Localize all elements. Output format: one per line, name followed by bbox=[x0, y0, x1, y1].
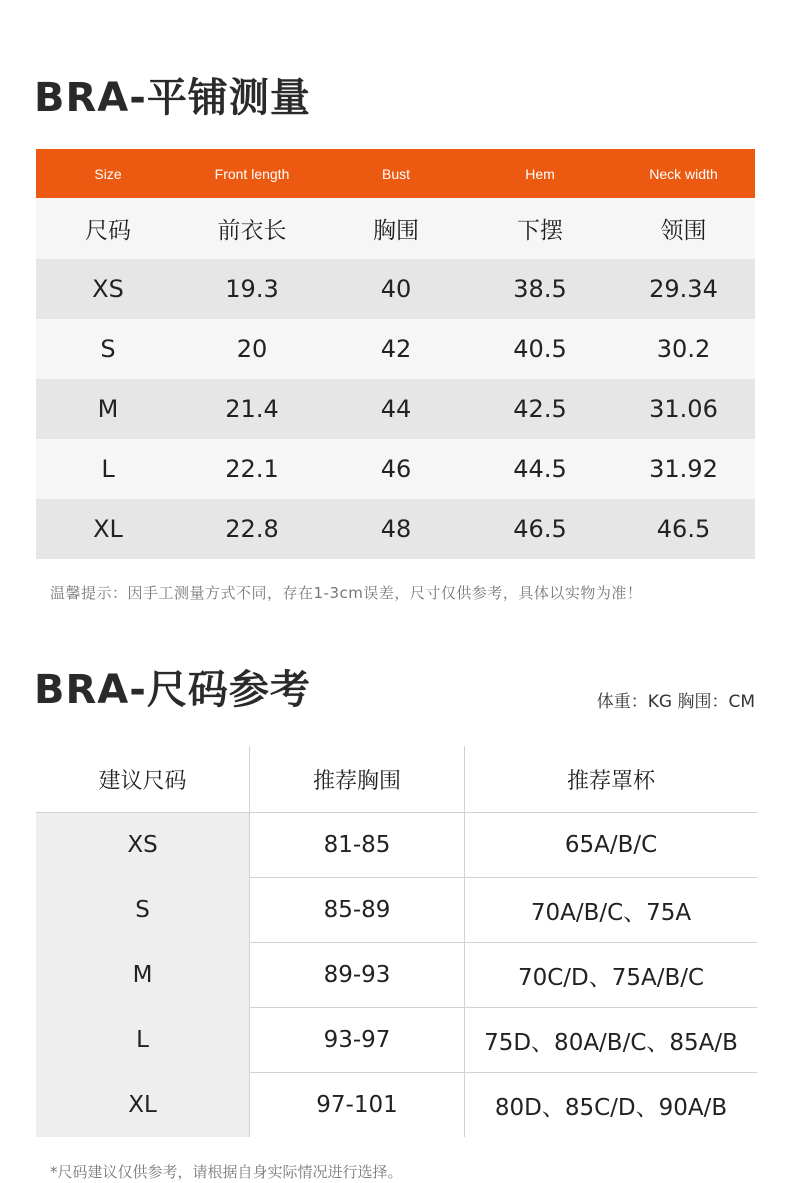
table-row bbox=[36, 379, 755, 439]
cup-cell: 80D、85C/D、90A/B bbox=[494, 1094, 728, 1121]
neck-width-cell: 46.5 bbox=[612, 499, 755, 559]
bust-cell: 40 bbox=[324, 259, 468, 319]
table-row bbox=[36, 813, 757, 878]
header-row bbox=[36, 746, 757, 813]
neck-width-cell: 31.06 bbox=[612, 379, 755, 439]
table-row bbox=[36, 319, 755, 379]
header-neck-width-en: Neck width bbox=[612, 149, 755, 198]
size-cell: M bbox=[36, 943, 250, 1008]
bust-range-cell: 97-101 bbox=[250, 1073, 465, 1138]
bust-range-cell: 81-85 bbox=[250, 813, 465, 878]
bust-cell: 44 bbox=[324, 379, 468, 439]
neck-width-cell: 29.34 bbox=[612, 259, 755, 319]
header-front-length-zh: 前衣长 bbox=[180, 198, 324, 259]
units-label: 体重：KG 胸围：CM bbox=[596, 692, 755, 712]
size-cell: L bbox=[36, 439, 180, 499]
size-cell: XL bbox=[36, 1073, 250, 1138]
header-recommended-bust: 推荐胸围 bbox=[250, 746, 465, 813]
bust-range-cell: 93-97 bbox=[250, 1008, 465, 1073]
hem-cell: 44.5 bbox=[468, 439, 612, 499]
neck-width-cell: 30.2 bbox=[612, 319, 755, 379]
front-length-cell: 19.3 bbox=[180, 259, 324, 319]
size-cell: M bbox=[36, 379, 180, 439]
header-front-length-en: Front length bbox=[180, 149, 324, 198]
header-neck-width-zh: 领围 bbox=[612, 198, 755, 259]
size-reference-title: BRA-尺码参考 bbox=[34, 667, 311, 713]
table-row bbox=[36, 439, 755, 499]
front-length-cell: 22.1 bbox=[180, 439, 324, 499]
header-row-zh bbox=[36, 198, 755, 259]
size-cell: L bbox=[36, 1008, 250, 1073]
cup-cell: 65A/B/C bbox=[465, 813, 758, 878]
header-suggested-size: 建议尺码 bbox=[36, 746, 250, 813]
front-length-cell: 22.8 bbox=[180, 499, 324, 559]
bust-range-cell: 89-93 bbox=[250, 943, 465, 1008]
size-cell: S bbox=[36, 319, 180, 379]
header-hem-zh: 下摆 bbox=[468, 198, 612, 259]
neck-width-cell: 31.92 bbox=[612, 439, 755, 499]
cup-cell: 75D、80A/B/C、85A/B bbox=[465, 1008, 758, 1073]
header-size-zh: 尺码 bbox=[36, 198, 180, 259]
bust-range-cell: 85-89 bbox=[250, 878, 465, 943]
header-bust-zh: 胸围 bbox=[324, 198, 468, 259]
size-cell: S bbox=[36, 878, 250, 943]
hem-cell: 38.5 bbox=[468, 259, 612, 319]
size-cell: XS bbox=[36, 259, 180, 319]
bust-cell: 46 bbox=[324, 439, 468, 499]
header-recommended-cup: 推荐罩杯 bbox=[465, 746, 758, 813]
header-size-en: Size bbox=[36, 149, 180, 198]
header-row-en bbox=[36, 149, 755, 198]
size-reference-note: *尺码建议仅供参考，请根据自身实际情况进行选择。 bbox=[50, 1163, 403, 1181]
measurement-note: 温馨提示：因手工测量方式不同，存在1-3cm误差，尺寸仅供参考，具体以实物为准！ bbox=[50, 584, 643, 602]
hem-cell: 42.5 bbox=[468, 379, 612, 439]
bust-cell: 48 bbox=[324, 499, 468, 559]
front-length-cell: 20 bbox=[180, 319, 324, 379]
flat-measurement-table bbox=[36, 149, 755, 559]
table-row bbox=[36, 878, 757, 943]
size-reference-table bbox=[36, 746, 757, 1137]
table-row bbox=[36, 1073, 757, 1138]
hem-cell: 46.5 bbox=[468, 499, 612, 559]
table-row bbox=[36, 943, 757, 1008]
hem-cell: 40.5 bbox=[468, 319, 612, 379]
table-row bbox=[36, 259, 755, 319]
cup-cell: 70C/D、75A/B/C bbox=[465, 943, 758, 1008]
bust-cell: 42 bbox=[324, 319, 468, 379]
measurement-title: BRA-平铺测量 bbox=[34, 75, 311, 121]
size-cell: XS bbox=[36, 813, 250, 878]
header-bust-en: Bust bbox=[324, 149, 468, 198]
header-hem-en: Hem bbox=[468, 149, 612, 198]
table-row bbox=[36, 1008, 757, 1073]
table-row bbox=[36, 499, 755, 559]
cup-cell: 70A/B/C、75A bbox=[465, 878, 758, 943]
front-length-cell: 21.4 bbox=[180, 379, 324, 439]
size-cell: XL bbox=[36, 499, 180, 559]
